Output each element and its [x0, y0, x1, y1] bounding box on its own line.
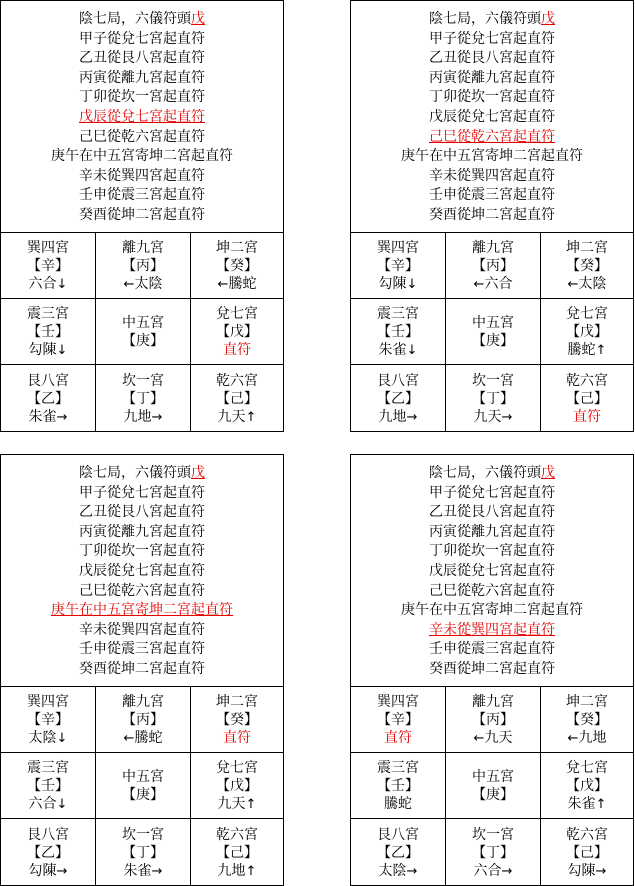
zhifu-star	[191, 341, 283, 359]
palace-cell	[96, 753, 191, 819]
palace-cell	[351, 753, 446, 819]
rule-line: 丁卯從坎一宮起直符	[429, 543, 555, 560]
palace-cell	[1, 365, 96, 432]
palace-stem: 【己】	[216, 844, 258, 861]
star-name: 朱雀	[28, 408, 57, 425]
palace-stem: 【辛】	[377, 711, 419, 728]
palace-name: 離九宮	[122, 239, 164, 256]
palace-stem: 【戊】	[216, 777, 258, 794]
palace-star	[541, 275, 633, 293]
palace-name: 艮八宮	[27, 372, 69, 389]
palace-stem: 【丙】	[472, 257, 514, 274]
palace-star	[1, 729, 95, 747]
palace-name: 乾六宮	[216, 826, 258, 843]
palace-stem: 【壬】	[27, 777, 69, 794]
palace-name: 坎一宮	[472, 826, 514, 843]
palace-name: 坎一宮	[472, 372, 514, 389]
star-name: 勾陳	[567, 862, 596, 879]
zhifu-star	[541, 408, 633, 426]
rule-line: 癸酉從坤二宮起直符	[429, 206, 555, 223]
arrow-right-icon: →	[151, 863, 163, 879]
rule-line: 乙丑從艮八宮起直符	[79, 50, 205, 67]
palace-star	[351, 795, 445, 813]
palace-star	[351, 341, 445, 359]
palace-stem: 【己】	[566, 844, 608, 861]
arrow-up-icon: ↑	[245, 796, 257, 812]
arrow-down-icon: ↓	[56, 730, 68, 746]
palace-cell	[1, 299, 96, 365]
rule-line: 戊辰從兌七宮起直符	[429, 562, 555, 579]
star-name: 九天	[473, 408, 502, 425]
palace-cell	[446, 819, 541, 886]
star-name: 六合	[28, 795, 57, 812]
zhifu-star	[191, 729, 283, 747]
palace-name: 震三宮	[27, 305, 69, 322]
palace-name: 坤二宮	[216, 693, 258, 710]
palace-star	[1, 408, 95, 426]
palace-name: 兌七宮	[566, 305, 608, 322]
palace-cell	[96, 687, 191, 753]
star-name: 太陰	[28, 729, 57, 746]
rule-line: 辛未從巽四宮起直符	[79, 167, 205, 184]
palace-star	[541, 729, 633, 747]
rule-line: 己巳從乾六宮起直符	[79, 128, 205, 145]
arrow-right-icon: →	[501, 409, 513, 425]
palace-stem: 【乙】	[377, 390, 419, 407]
rule-line: 丁卯從坎一宮起直符	[429, 89, 555, 106]
star-name: 六合	[484, 275, 513, 292]
palace-cell	[351, 233, 446, 299]
palace-name: 中五宮	[472, 768, 514, 785]
palace-stem: 【庚】	[122, 332, 164, 349]
palace-cell	[1, 233, 96, 299]
palace-cell	[541, 233, 633, 299]
palace-name: 坎一宮	[122, 826, 164, 843]
palace-star	[351, 862, 445, 880]
star-name: 朱雀	[567, 795, 596, 812]
rule-line: 丙寅從離九宮起直符	[79, 523, 205, 540]
palace-name: 艮八宮	[27, 826, 69, 843]
palace-name: 中五宮	[122, 768, 164, 785]
star-name: 九地	[378, 408, 407, 425]
star-name: 九地	[578, 729, 607, 746]
palace-name: 震三宮	[377, 759, 419, 776]
rule-line: 辛未從巽四宮起直符	[79, 621, 205, 638]
rule-line: 壬申從震三宮起直符	[79, 641, 205, 658]
arrow-left-icon: ←	[567, 276, 579, 292]
palace-cell	[541, 365, 633, 432]
star-name: 太陰	[134, 275, 163, 292]
palace-stem: 【庚】	[472, 786, 514, 803]
arrow-left-icon: ←	[473, 730, 485, 746]
palace-name: 艮八宮	[377, 372, 419, 389]
rule-line: 壬申從震三宮起直符	[429, 187, 555, 204]
rule-text-block	[351, 455, 633, 687]
rule-line: 己巳從乾六宮起直符	[429, 582, 555, 599]
palace-stem: 【庚】	[472, 332, 514, 349]
palace-stem: 【辛】	[27, 257, 69, 274]
palace-stem: 【己】	[216, 390, 258, 407]
rule-line: 乙丑從艮八宮起直符	[429, 504, 555, 521]
palace-star	[96, 408, 190, 426]
rule-line: 戊辰從兌七宮起直符	[79, 562, 205, 579]
palace-cell	[1, 753, 96, 819]
arrow-right-icon: →	[406, 409, 418, 425]
palace-cell	[1, 687, 96, 753]
title-prefix: 陰七局，六儀符頭	[79, 11, 191, 27]
palace-star	[1, 341, 95, 359]
palace-stem: 【丁】	[122, 844, 164, 861]
palace-stem: 【乙】	[377, 844, 419, 861]
palace-stem: 【戊】	[566, 777, 608, 794]
star-name: 騰蛇	[134, 729, 163, 746]
palace-stem: 【丁】	[472, 844, 514, 861]
palace-star	[1, 275, 95, 293]
palace-stem: 【辛】	[377, 257, 419, 274]
palace-star	[541, 795, 633, 813]
palace-name: 艮八宮	[377, 826, 419, 843]
rule-line-highlighted: 辛未從巽四宮起直符	[429, 621, 555, 638]
palace-star	[96, 275, 190, 293]
palace-stem: 【壬】	[27, 323, 69, 340]
star-name: 勾陳	[378, 275, 407, 292]
palace-name: 兌七宮	[216, 759, 258, 776]
palace-name: 兌七宮	[566, 759, 608, 776]
arrow-up-icon: ↑	[595, 342, 607, 358]
palace-name: 乾六宮	[566, 372, 608, 389]
title-head-stem: 戊	[541, 11, 555, 27]
palace-stem: 【癸】	[216, 711, 258, 728]
palace-star	[446, 275, 540, 293]
palace-cell	[191, 299, 283, 365]
palace-grid	[1, 687, 283, 886]
palace-name: 中五宮	[472, 314, 514, 331]
palace-stem: 【癸】	[216, 257, 258, 274]
palace-star	[446, 408, 540, 426]
palace-cell	[351, 365, 446, 432]
palace-stem: 【辛】	[27, 711, 69, 728]
palace-name: 巽四宮	[27, 239, 69, 256]
star-name: 直符	[573, 408, 601, 425]
rule-line: 辛未從巽四宮起直符	[429, 167, 555, 184]
rule-text-block	[1, 455, 283, 687]
palace-name: 乾六宮	[566, 826, 608, 843]
palace-cell	[446, 299, 541, 365]
title-head-stem: 戊	[191, 11, 205, 27]
arrow-left-icon: ←	[217, 276, 229, 292]
rule-line: 癸酉從坤二宮起直符	[429, 660, 555, 677]
palace-cell	[96, 365, 191, 432]
title-line	[351, 10, 633, 30]
title-prefix: 陰七局，六儀符頭	[79, 465, 191, 481]
palace-name: 巽四宮	[377, 693, 419, 710]
palace-star	[351, 275, 445, 293]
rule-line: 丙寅從離九宮起直符	[429, 69, 555, 86]
palace-name: 坤二宮	[216, 239, 258, 256]
star-name: 九地	[123, 408, 152, 425]
palace-stem: 【丙】	[122, 711, 164, 728]
star-name: 直符	[223, 341, 251, 358]
chart-panel	[350, 0, 634, 432]
palace-name: 震三宮	[27, 759, 69, 776]
star-name: 勾陳	[28, 341, 57, 358]
rule-line: 甲子從兌七宮起直符	[429, 30, 555, 47]
palace-cell	[191, 687, 283, 753]
palace-cell	[96, 233, 191, 299]
palace-name: 震三宮	[377, 305, 419, 322]
arrow-up-icon: ↑	[245, 409, 257, 425]
title-prefix: 陰七局，六儀符頭	[429, 465, 541, 481]
palace-name: 巽四宮	[27, 693, 69, 710]
palace-stem: 【己】	[566, 390, 608, 407]
title-prefix: 陰七局，六儀符頭	[429, 11, 541, 27]
title-head-stem: 戊	[191, 465, 205, 481]
arrow-right-icon: →	[595, 863, 607, 879]
star-name: 直符	[223, 729, 251, 746]
palace-name: 巽四宮	[377, 239, 419, 256]
rule-line: 丁卯從坎一宮起直符	[79, 543, 205, 560]
palace-cell	[446, 687, 541, 753]
palace-cell	[191, 365, 283, 432]
palace-cell	[351, 819, 446, 886]
palace-stem: 【戊】	[566, 323, 608, 340]
rule-line-highlighted: 庚午在中五宮寄坤二宮起直符	[51, 602, 233, 619]
rule-line: 癸酉從坤二宮起直符	[79, 660, 205, 677]
palace-star	[96, 862, 190, 880]
arrow-down-icon: ↓	[56, 276, 68, 292]
palace-stem: 【庚】	[122, 786, 164, 803]
palace-stem: 【戊】	[216, 323, 258, 340]
rule-line: 庚午在中五宮寄坤二宮起直符	[401, 148, 583, 165]
palace-stem: 【癸】	[566, 711, 608, 728]
arrow-left-icon: ←	[473, 276, 485, 292]
arrow-right-icon: →	[56, 863, 68, 879]
star-name: 六合	[28, 275, 57, 292]
palace-star	[191, 408, 283, 426]
rule-line-highlighted: 己巳從乾六宮起直符	[429, 128, 555, 145]
chart-panel	[0, 454, 284, 886]
star-name: 太陰	[378, 862, 407, 879]
palace-cell	[446, 233, 541, 299]
star-name: 太陰	[578, 275, 607, 292]
palace-stem: 【丁】	[472, 390, 514, 407]
title-head-stem: 戊	[541, 465, 555, 481]
rule-line: 壬申從震三宮起直符	[79, 187, 205, 204]
palace-star	[1, 862, 95, 880]
star-name: 九天	[217, 408, 246, 425]
palace-star	[446, 729, 540, 747]
arrow-right-icon: →	[501, 863, 513, 879]
palace-cell	[96, 299, 191, 365]
chart-panel	[350, 454, 634, 886]
arrow-up-icon: ↑	[595, 796, 607, 812]
palace-star	[351, 408, 445, 426]
title-line	[1, 10, 283, 30]
rule-line: 甲子從兌七宮起直符	[79, 484, 205, 501]
rule-line: 乙丑從艮八宮起直符	[429, 50, 555, 67]
palace-star	[191, 795, 283, 813]
star-name: 騰蛇	[228, 275, 257, 292]
arrow-left-icon: ←	[123, 730, 135, 746]
title-line	[351, 464, 633, 484]
arrow-left-icon: ←	[123, 276, 135, 292]
rule-line: 壬申從震三宮起直符	[429, 641, 555, 658]
palace-star	[1, 795, 95, 813]
title-line	[1, 464, 283, 484]
star-name: 騰蛇	[384, 795, 412, 812]
rule-text-block	[1, 1, 283, 233]
palace-name: 坤二宮	[566, 693, 608, 710]
arrow-right-icon: →	[56, 409, 68, 425]
arrow-down-icon: ↓	[406, 276, 418, 292]
palace-star	[446, 862, 540, 880]
rule-line: 庚午在中五宮寄坤二宮起直符	[51, 148, 233, 165]
palace-cell	[351, 687, 446, 753]
arrow-up-icon: ↑	[245, 863, 257, 879]
palace-grid	[351, 687, 633, 886]
palace-cell	[191, 233, 283, 299]
rule-line-highlighted: 戊辰從兌七宮起直符	[79, 108, 205, 125]
palace-cell	[541, 299, 633, 365]
rule-text-block	[351, 1, 633, 233]
star-name: 九地	[217, 862, 246, 879]
rule-line: 丁卯從坎一宮起直符	[79, 89, 205, 106]
palace-star	[191, 862, 283, 880]
palace-stem: 【丙】	[122, 257, 164, 274]
star-name: 勾陳	[28, 862, 57, 879]
rule-line: 甲子從兌七宮起直符	[79, 30, 205, 47]
arrow-right-icon: →	[151, 409, 163, 425]
palace-star	[541, 341, 633, 359]
palace-name: 兌七宮	[216, 305, 258, 322]
star-name: 直符	[384, 729, 412, 746]
arrow-down-icon: ↓	[56, 342, 68, 358]
palace-cell	[446, 753, 541, 819]
palace-cell	[191, 753, 283, 819]
palace-cell	[541, 819, 633, 886]
arrow-left-icon: ←	[567, 730, 579, 746]
palace-cell	[191, 819, 283, 886]
rule-line: 戊辰從兌七宮起直符	[429, 108, 555, 125]
palace-cell	[541, 687, 633, 753]
palace-cell	[1, 819, 96, 886]
palace-stem: 【丙】	[472, 711, 514, 728]
rule-line: 庚午在中五宮寄坤二宮起直符	[401, 602, 583, 619]
star-name: 朱雀	[123, 862, 152, 879]
palace-star	[96, 729, 190, 747]
palace-star	[541, 862, 633, 880]
rule-line: 己巳從乾六宮起直符	[79, 582, 205, 599]
chart-panel	[0, 0, 284, 432]
star-name: 九天	[217, 795, 246, 812]
star-name: 九天	[484, 729, 513, 746]
palace-stem: 【丁】	[122, 390, 164, 407]
palace-stem: 【癸】	[566, 257, 608, 274]
palace-cell	[96, 819, 191, 886]
palace-grid	[1, 233, 283, 432]
palace-stem: 【壬】	[377, 323, 419, 340]
palace-grid	[351, 233, 633, 432]
arrow-right-icon: →	[406, 863, 418, 879]
rule-line: 丙寅從離九宮起直符	[79, 69, 205, 86]
arrow-down-icon: ↓	[406, 342, 418, 358]
palace-name: 坎一宮	[122, 372, 164, 389]
palace-name: 乾六宮	[216, 372, 258, 389]
palace-stem: 【乙】	[27, 844, 69, 861]
zhifu-star	[351, 729, 445, 747]
palace-stem: 【乙】	[27, 390, 69, 407]
palace-name: 離九宮	[472, 693, 514, 710]
rule-line: 丙寅從離九宮起直符	[429, 523, 555, 540]
star-name: 騰蛇	[567, 341, 596, 358]
palace-name: 中五宮	[122, 314, 164, 331]
palace-star	[191, 275, 283, 293]
palace-name: 離九宮	[472, 239, 514, 256]
rule-line: 癸酉從坤二宮起直符	[79, 206, 205, 223]
arrow-down-icon: ↓	[56, 796, 68, 812]
rule-line: 乙丑從艮八宮起直符	[79, 504, 205, 521]
palace-name: 坤二宮	[566, 239, 608, 256]
palace-cell	[446, 365, 541, 432]
rule-line: 甲子從兌七宮起直符	[429, 484, 555, 501]
star-name: 朱雀	[378, 341, 407, 358]
palace-cell	[351, 299, 446, 365]
palace-name: 離九宮	[122, 693, 164, 710]
palace-cell	[541, 753, 633, 819]
star-name: 六合	[473, 862, 502, 879]
palace-stem: 【壬】	[377, 777, 419, 794]
